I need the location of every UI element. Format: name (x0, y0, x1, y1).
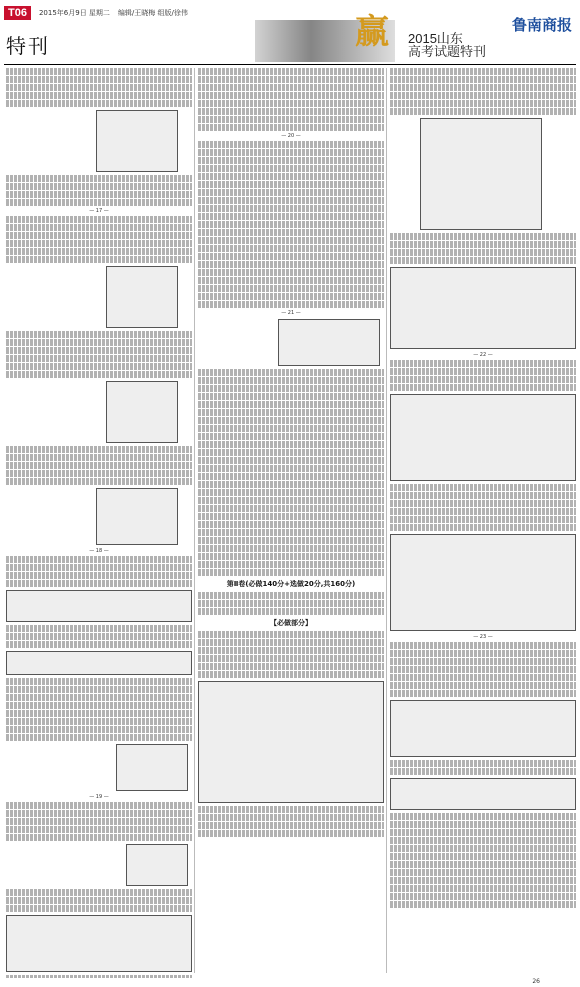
page-separator: — 17 — (89, 208, 109, 214)
masthead (0, 0, 580, 64)
figure-table (126, 844, 188, 886)
page-separator: — 21 — (281, 310, 301, 316)
figure-cartoon (390, 394, 576, 481)
newspaper-brand: 鲁南商报 (511, 16, 572, 34)
page-number: T06 (4, 6, 31, 20)
column-3 (390, 68, 576, 978)
figure-map (390, 267, 576, 349)
topline (4, 6, 188, 20)
figure-cartoon (278, 319, 380, 366)
banner-title-line2: 高考试题特刊 (408, 44, 487, 59)
figure-diagram (6, 651, 192, 675)
must-heading: 【必做部分】 (270, 619, 312, 627)
figure-line-chart (96, 488, 178, 545)
column-divider (194, 68, 195, 973)
figure-map (198, 681, 384, 803)
figure-bar-chart (106, 381, 178, 443)
column-2 (198, 68, 384, 978)
section-title: 特刊 (6, 34, 50, 58)
banner-title (408, 32, 486, 58)
column-1 (6, 68, 192, 978)
issue-date: 2015年6月9日 星期二 (38, 9, 110, 17)
page-separator: — 18 — (89, 548, 109, 554)
figure-map (420, 118, 542, 230)
header-rule (4, 64, 576, 65)
banner-title-line1: 2015山东 (408, 31, 463, 46)
page-separator: — 22 — (473, 352, 493, 358)
figure-line-chart (390, 700, 576, 757)
figure-map (96, 110, 178, 172)
column-divider (386, 68, 387, 973)
page-footer: 26 (532, 978, 540, 985)
banner-glyph: 赢 (355, 12, 389, 52)
section-heading: 第Ⅱ卷(必做140分+选做20分,共160分) (226, 580, 356, 588)
page-separator: — 20 — (281, 133, 301, 139)
figure-table (390, 778, 576, 810)
figure-table (6, 590, 192, 622)
editors: 编辑/王晓梅 组版/徐伟 (117, 9, 188, 17)
figure-table (390, 534, 576, 631)
figure-map (106, 266, 178, 328)
figure-line-chart (6, 915, 192, 972)
page-separator: — 23 — (473, 634, 493, 640)
figure-line-chart (116, 744, 188, 791)
page-separator: — 19 — (89, 794, 109, 800)
